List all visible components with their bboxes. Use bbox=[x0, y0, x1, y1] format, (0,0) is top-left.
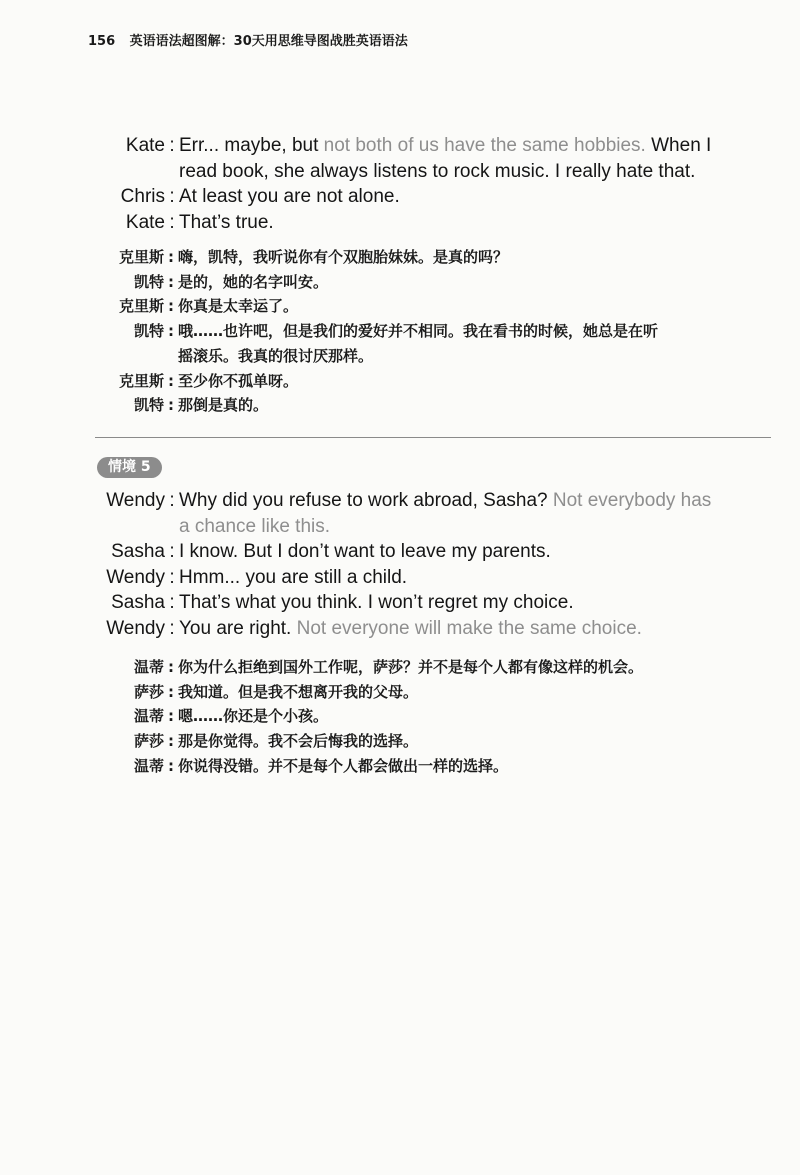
speaker-colon: : bbox=[168, 707, 174, 726]
line-text bbox=[179, 184, 400, 210]
speaker-name: 克里斯 bbox=[118, 248, 164, 266]
speaker-name: Chris bbox=[120, 186, 165, 207]
speaker-colon: : bbox=[168, 682, 174, 701]
dialogue-english-scene5 bbox=[0, 488, 800, 641]
line-text bbox=[179, 514, 330, 540]
speaker-name: 克里斯 bbox=[118, 371, 164, 390]
scene-badge: 情境 5 bbox=[97, 457, 162, 478]
line-text: 你真是太幸运了。 bbox=[178, 297, 299, 316]
dialogue-line bbox=[0, 616, 800, 642]
speaker-name: Sasha bbox=[111, 541, 165, 562]
speaker-name: 凯特 bbox=[133, 272, 164, 291]
text-segment: Err... maybe, but bbox=[179, 135, 324, 156]
line-text: 我知道。但是我不想离开我的父母。 bbox=[178, 682, 419, 701]
speaker-colon: : bbox=[169, 135, 175, 156]
line-text: 是的，她的名字叫安。 bbox=[178, 272, 329, 291]
highlighted-phrase: a chance like this. bbox=[179, 515, 331, 537]
highlighted-phrase: Not everyone will make the same choice. bbox=[296, 617, 642, 639]
text-segment: At least you are not alone. bbox=[179, 186, 400, 207]
dialogue-line bbox=[0, 159, 800, 185]
text-segment: That’s true. bbox=[179, 211, 274, 233]
speaker-colon: : bbox=[168, 732, 174, 751]
translation-line bbox=[0, 704, 800, 729]
text-segment: When I bbox=[645, 135, 712, 156]
translation-line bbox=[0, 729, 800, 754]
line-text: 哦……也许吧，但是我们的爱好并不相同。我在看书的时候，她总是在听 bbox=[178, 322, 659, 341]
line-text bbox=[179, 539, 551, 565]
dialogue-line bbox=[0, 565, 800, 591]
speaker-name: 萨莎 bbox=[133, 682, 164, 701]
speaker-colon: : bbox=[168, 371, 174, 390]
translation-line bbox=[0, 369, 800, 394]
speaker-name: Sasha bbox=[111, 592, 165, 613]
speaker-colon: : bbox=[169, 592, 175, 613]
speaker-colon: : bbox=[169, 490, 175, 511]
speaker-colon: : bbox=[168, 297, 174, 316]
translation-line bbox=[0, 754, 800, 779]
text-segment: read book, she always listens to rock music. I really hate that. bbox=[179, 160, 696, 182]
dialogue-line bbox=[0, 514, 800, 540]
translation-line bbox=[0, 319, 800, 344]
speaker-name: 温蒂 bbox=[133, 707, 164, 726]
dialogue-line bbox=[0, 133, 800, 159]
translation-line bbox=[0, 655, 800, 680]
line-text bbox=[179, 133, 711, 159]
translation-line bbox=[0, 294, 800, 319]
line-text: 那是你觉得。我不会后悔我的选择。 bbox=[178, 732, 419, 751]
speaker-name: Kate bbox=[125, 135, 165, 156]
highlighted-phrase: not both of us have the same hobbies. bbox=[323, 135, 646, 156]
speaker-colon: : bbox=[168, 396, 174, 415]
speaker-colon: : bbox=[169, 566, 175, 588]
text-segment: Why did you refuse to work abroad, Sasha? bbox=[179, 490, 553, 511]
line-text bbox=[179, 590, 574, 616]
line-text: 你为什么拒绝到国外工作呢，萨莎？并不是每个人都有像这样的机会。 bbox=[178, 658, 644, 676]
text-segment: That’s what you think. I won’t regret my choice. bbox=[179, 592, 574, 613]
dialogue-line bbox=[0, 590, 800, 616]
speaker-name: Kate bbox=[125, 211, 165, 233]
text-segment: I know. But I don’t want to leave my parents. bbox=[179, 541, 551, 562]
speaker-colon: : bbox=[169, 617, 175, 639]
line-text: 嗨，凯特，我听说你有个双胞胎妹妹。是真的吗？ bbox=[178, 248, 509, 266]
translation-line bbox=[0, 680, 800, 705]
highlighted-phrase: Not everybody has bbox=[552, 490, 712, 511]
line-text bbox=[179, 488, 711, 514]
dialogue-line bbox=[0, 184, 800, 210]
speaker-name: 温蒂 bbox=[133, 756, 164, 775]
translation-line bbox=[0, 344, 800, 369]
speaker-colon: : bbox=[169, 211, 175, 233]
speaker-name: 凯特 bbox=[133, 322, 164, 341]
dialogue-chinese-scene5 bbox=[0, 655, 800, 779]
dialogue-line bbox=[0, 539, 800, 565]
line-text bbox=[179, 210, 274, 236]
speaker-colon: : bbox=[168, 248, 174, 266]
line-text: 那倒是真的。 bbox=[178, 396, 269, 415]
book-title: 英语语法超图解：30天用思维导图战胜英语语法 bbox=[129, 34, 408, 49]
section-divider bbox=[95, 437, 771, 438]
speaker-colon: : bbox=[169, 186, 175, 207]
speaker-colon: : bbox=[169, 541, 175, 562]
speaker-colon: : bbox=[168, 322, 174, 341]
speaker-name: 克里斯 bbox=[118, 297, 164, 316]
speaker-name: 萨莎 bbox=[133, 732, 164, 751]
line-text bbox=[179, 565, 407, 591]
speaker-name: Wendy bbox=[106, 490, 165, 511]
dialogue-line bbox=[0, 210, 800, 236]
dialogue-line bbox=[0, 488, 800, 514]
speaker-name: Wendy bbox=[106, 566, 165, 588]
text-segment: You are right. bbox=[179, 617, 297, 639]
line-text bbox=[179, 159, 695, 185]
dialogue-english-top bbox=[0, 133, 800, 235]
line-text: 摇滚乐。我真的很讨厌那样。 bbox=[178, 346, 374, 365]
speaker-name: 凯特 bbox=[133, 396, 164, 415]
line-text: 你说得没错。并不是每个人都会做出一样的选择。 bbox=[178, 756, 509, 775]
speaker-name: Wendy bbox=[106, 617, 165, 639]
translation-line bbox=[0, 270, 800, 295]
line-text: 至少你不孤单呀。 bbox=[178, 371, 299, 390]
line-text bbox=[179, 616, 642, 642]
speaker-name: 温蒂 bbox=[133, 658, 164, 676]
translation-line bbox=[0, 393, 800, 418]
translation-line bbox=[0, 245, 800, 270]
speaker-colon: : bbox=[168, 658, 174, 676]
text-segment: Hmm... you are still a child. bbox=[179, 566, 408, 588]
page-number: 156 bbox=[88, 34, 116, 49]
speaker-colon: : bbox=[168, 272, 174, 291]
running-head bbox=[88, 30, 408, 49]
speaker-colon: : bbox=[168, 756, 174, 775]
line-text: 嗯……你还是个小孩。 bbox=[178, 707, 329, 726]
dialogue-chinese-top bbox=[0, 245, 800, 418]
